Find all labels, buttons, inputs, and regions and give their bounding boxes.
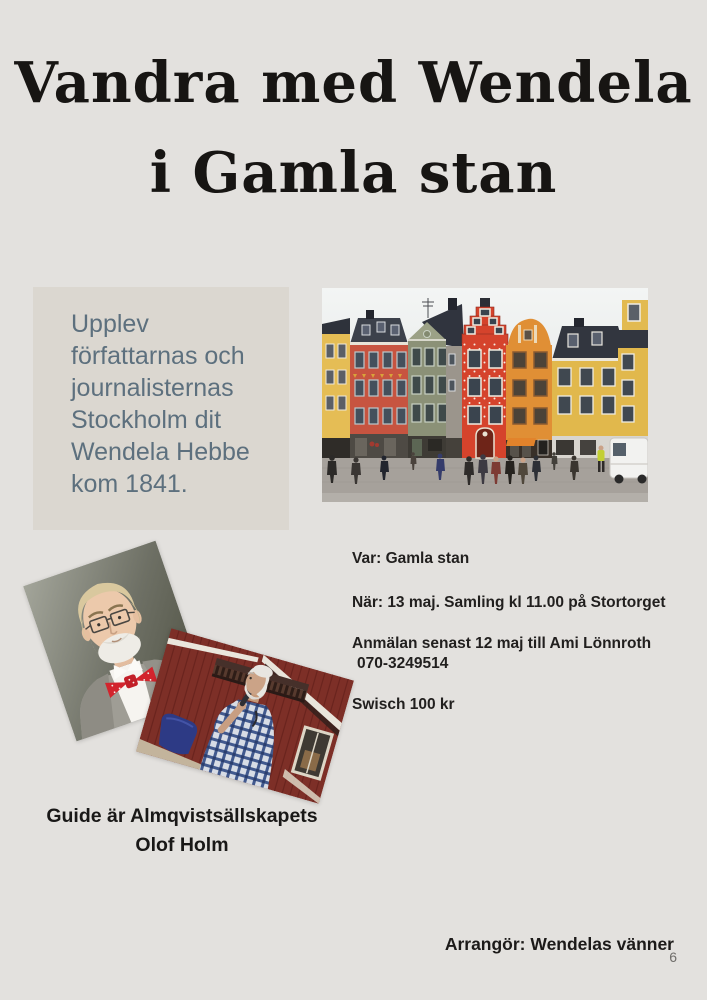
- intro-text-line: kom 1841.: [71, 470, 188, 498]
- event-details: [352, 549, 692, 715]
- page-number: 6: [669, 949, 677, 965]
- guide-caption-line-2: Olof Holm: [135, 834, 229, 856]
- speaker-photo-illustration: [136, 628, 354, 803]
- organizer-text: Arrangör: Wendelas vänner: [444, 934, 674, 954]
- speaker-photo: [136, 628, 354, 803]
- stortorget-photo-illustration: [322, 288, 648, 502]
- event-phone: 070-3249514: [357, 655, 449, 672]
- intro-box: [33, 287, 289, 530]
- event-when: När: 13 maj. Samling kl 11.00 på Stortorget: [352, 594, 666, 611]
- guide-caption-line-1: Guide är Almqvistsällskapets: [46, 805, 318, 827]
- intro-text-line: Wendela Hebbe: [71, 438, 250, 466]
- intro-text-line: författarnas och: [71, 342, 245, 370]
- poster-title: [0, 38, 707, 218]
- intro-text-line: journalisternas: [71, 374, 234, 402]
- event-registration: Anmälan senast 12 maj till Ami Lönnroth: [352, 635, 652, 652]
- event-where: Var: Gamla stan: [352, 550, 470, 567]
- title-line-1: Vandra med Wendela: [14, 50, 693, 116]
- stortorget-photo: [322, 288, 648, 502]
- event-payment: Swisch 100 kr: [352, 696, 455, 713]
- intro-text-line: Upplev: [71, 310, 149, 338]
- guide-caption: [28, 802, 336, 860]
- title-line-2: i Gamla stan: [149, 140, 558, 206]
- intro-text-line: Stockholm dit: [71, 406, 222, 434]
